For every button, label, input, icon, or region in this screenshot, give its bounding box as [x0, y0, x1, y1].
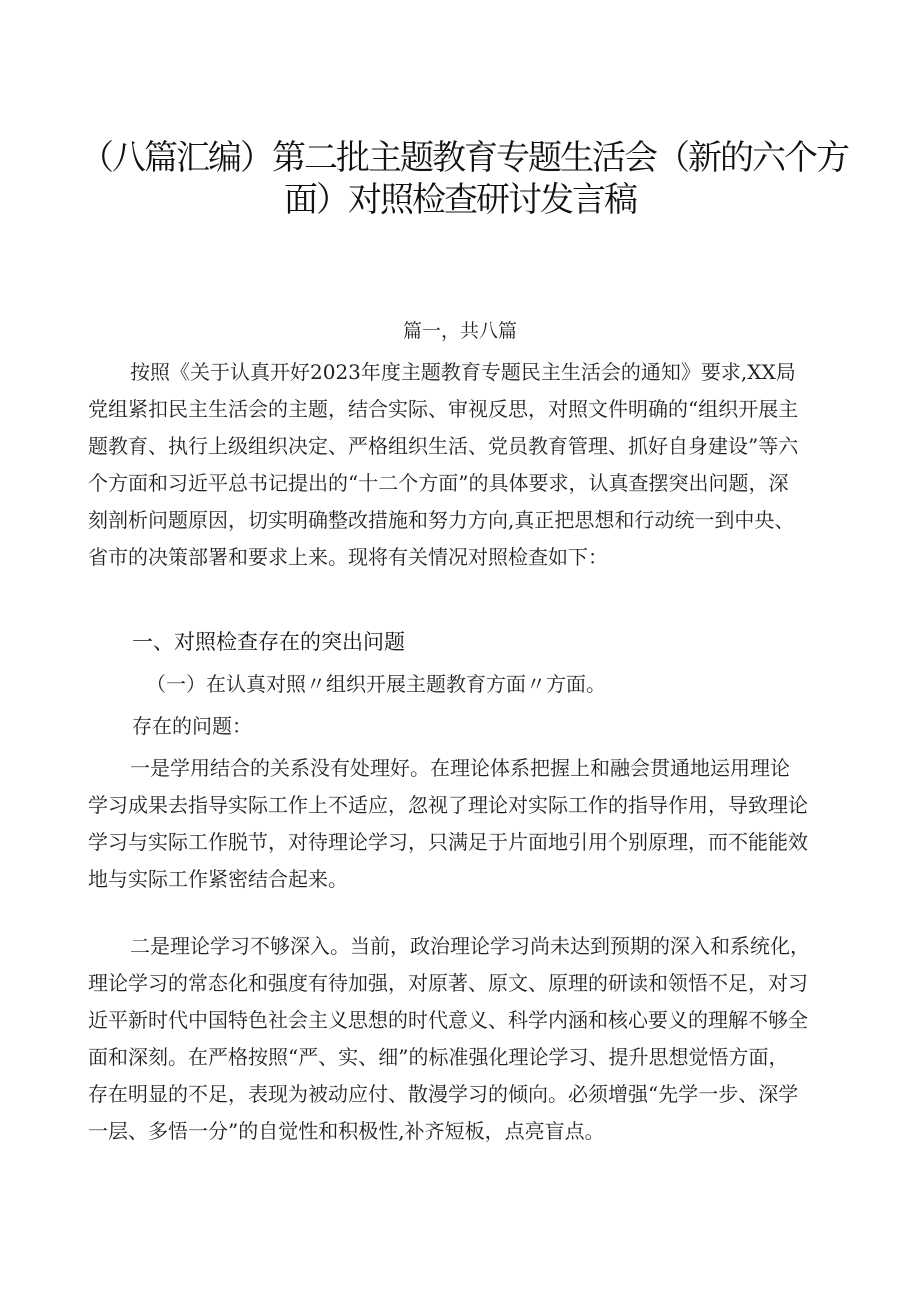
document-title-line-1: （八篇汇编）第二批主题教育专题生活会（新的六个方 [80, 138, 848, 178]
problem-2-line: 近平新时代中国特色社会主义思想的时代意义、科学内涵和核心要义的理解不够全 [88, 1008, 808, 1032]
intro-line: 党组紧扣民主生活会的主题，结合实际、审视反思，对照文件明确的“组织开展主 [88, 397, 799, 421]
intro-paragraph [88, 354, 858, 576]
problem-1-line: 学习与实际工作脱节，对待理论学习，只满足于片面地引用个别原理，而不能能效 [88, 830, 808, 854]
problem-1-line: 学习成果去指导实际工作上不适应，忽视了理论对实际工作的指导作用，导致理论 [88, 793, 808, 817]
problem-2-line: 面和深刻。在严格按照“严、实、细”的标准强化理论学习、提升思想觉悟方面， [88, 1045, 789, 1069]
problem-1-line: 一是学用结合的关系没有处理好。在理论体系把握上和融会贯通地运用理论 [130, 756, 790, 780]
intro-line: 省市的决策部署和要求上来。现将有关情况对照检查如下： [88, 545, 608, 569]
intro-line: 按照《关于认真开好2023年度主题教育专题民主生活会的通知》要求,XX局 [130, 360, 796, 384]
problem-2-line: 二是理论学习不够深入。当前，政治理论学习尚未达到预期的深入和系统化， [130, 934, 810, 958]
problem-2-line: 一层、多悟一分”的自觉性和积极性,补齐短板，点亮盲点。 [88, 1119, 605, 1143]
document-title-line-2: 面）对照检查研讨发言稿 [284, 180, 636, 220]
problem-1-paragraph [88, 750, 858, 898]
subsection-heading: （一）在认真对照〃组织开展主题教育方面〃方面。 [146, 672, 606, 696]
intro-line: 题教育、执行上级组织决定、严格组织生活、党员教育管理、抓好自身建设”等六 [88, 434, 799, 458]
article-subtitle: 篇一，共八篇 [402, 320, 517, 342]
intro-line: 个方面和习近平总书记提出的“十二个方面”的具体要求，认真查摆突出问题，深 [88, 471, 789, 495]
problem-2-line: 存在明显的不足，表现为被动应付、散漫学习的倾向。必须增强“先学一步、深学 [88, 1082, 799, 1106]
problem-1-line: 地与实际工作紧密结合起来。 [88, 867, 348, 891]
problem-2-paragraph [88, 928, 858, 1150]
intro-line: 刻剖析问题原因，切实明确整改措施和努力方向,真正把思想和行动统一到中央、 [88, 508, 795, 532]
problems-label: 存在的问题： [132, 714, 252, 738]
section-heading: 一、对照检查存在的突出问题 [132, 630, 405, 654]
problem-2-line: 理论学习的常态化和强度有待加强，对原著、原文、原理的研读和领悟不足，对习 [88, 971, 808, 995]
